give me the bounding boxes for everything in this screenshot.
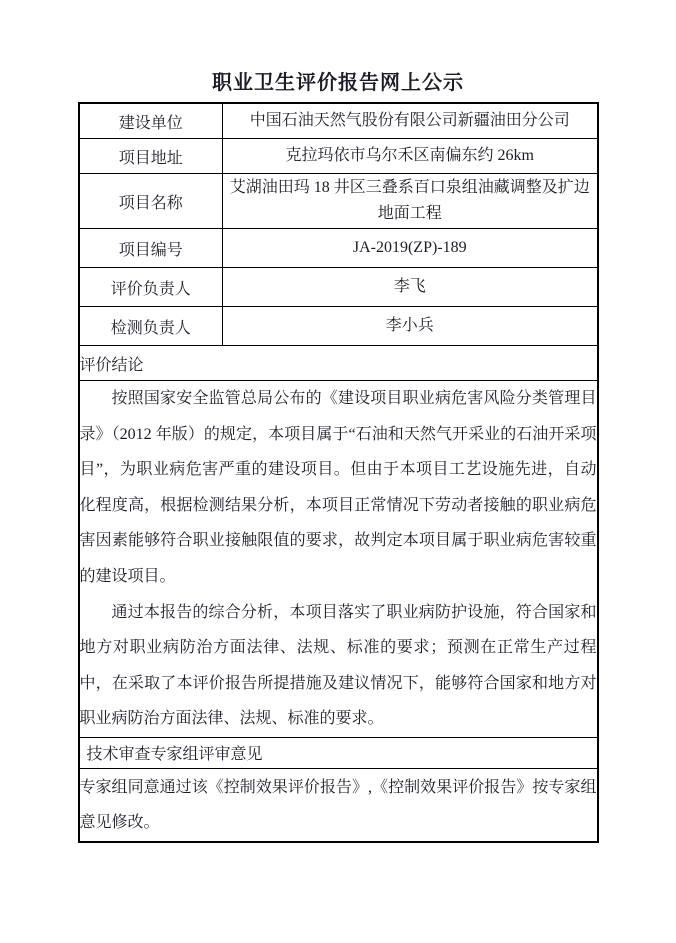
project-number-label: 项目编号 xyxy=(79,229,223,268)
row-project-address xyxy=(79,139,598,174)
row-project-number xyxy=(79,229,598,268)
project-number-value: JA-2019(ZP)-189 xyxy=(223,229,598,268)
construction-unit-value: 中国石油天然气股份有限公司新疆油田分公司 xyxy=(223,103,598,139)
expert-review-body: 专家组同意通过该《控制效果评价报告》,《控制效果评价报告》按专家组意见修改。 xyxy=(79,768,598,842)
expert-review-heading: 技术审查专家组评审意见 xyxy=(79,737,598,768)
row-construction-unit xyxy=(79,103,598,139)
project-address-label: 项目地址 xyxy=(79,139,223,174)
row-conclusion-body xyxy=(79,381,598,738)
project-name-value: 艾湖油田玛 18 井区三叠系百口泉组油藏调整及扩边地面工程 xyxy=(223,174,598,229)
testing-leader-value: 李小兵 xyxy=(223,307,598,346)
conclusion-body xyxy=(79,381,598,738)
row-conclusion-heading xyxy=(79,346,598,381)
conclusion-paragraph-2: 通过本报告的综合分析，本项目落实了职业病防护设施，符合国家和地方对职业病防治方面法律、法规、标准的要求；预测在正常生产过程中，在采取了本评价报告所提措施及建议情况下，能够符合国家和地方对职业病防治方面法律、法规、标准的要求。 xyxy=(79,603,597,728)
testing-leader-label: 检测负责人 xyxy=(79,307,223,346)
row-expert-review-heading xyxy=(79,737,598,768)
page-title: 职业卫生评价报告网上公示 xyxy=(212,72,464,94)
row-project-name xyxy=(79,174,598,229)
evaluation-leader-value: 李飞 xyxy=(223,268,598,307)
conclusion-heading: 评价结论 xyxy=(79,346,598,381)
project-address-value: 克拉玛依市乌尔禾区南偏东约 26km xyxy=(223,139,598,174)
project-name-label: 项目名称 xyxy=(79,174,223,229)
conclusion-paragraph-1: 按照国家安全监管总局公布的《建设项目职业病危害风险分类管理目录》（2012 年版）的规定，本项目属于“石油和天然气开采业的石油开采项目”，为职业病危害严重的建设项目。但由于本项目工艺设施先进，自动化程度高，根据检测结果分析，本项目正常情况下劳动者接触的职业病危害因素能够符合职业接触限值的要求，故判定本项目属于职业病危害较重的建设项目。 xyxy=(79,390,597,585)
publicity-table xyxy=(78,102,599,843)
row-evaluation-leader xyxy=(79,268,598,307)
construction-unit-label: 建设单位 xyxy=(79,103,223,139)
evaluation-leader-label: 评价负责人 xyxy=(79,268,223,307)
row-testing-leader xyxy=(79,307,598,346)
row-expert-review-body xyxy=(79,768,598,842)
